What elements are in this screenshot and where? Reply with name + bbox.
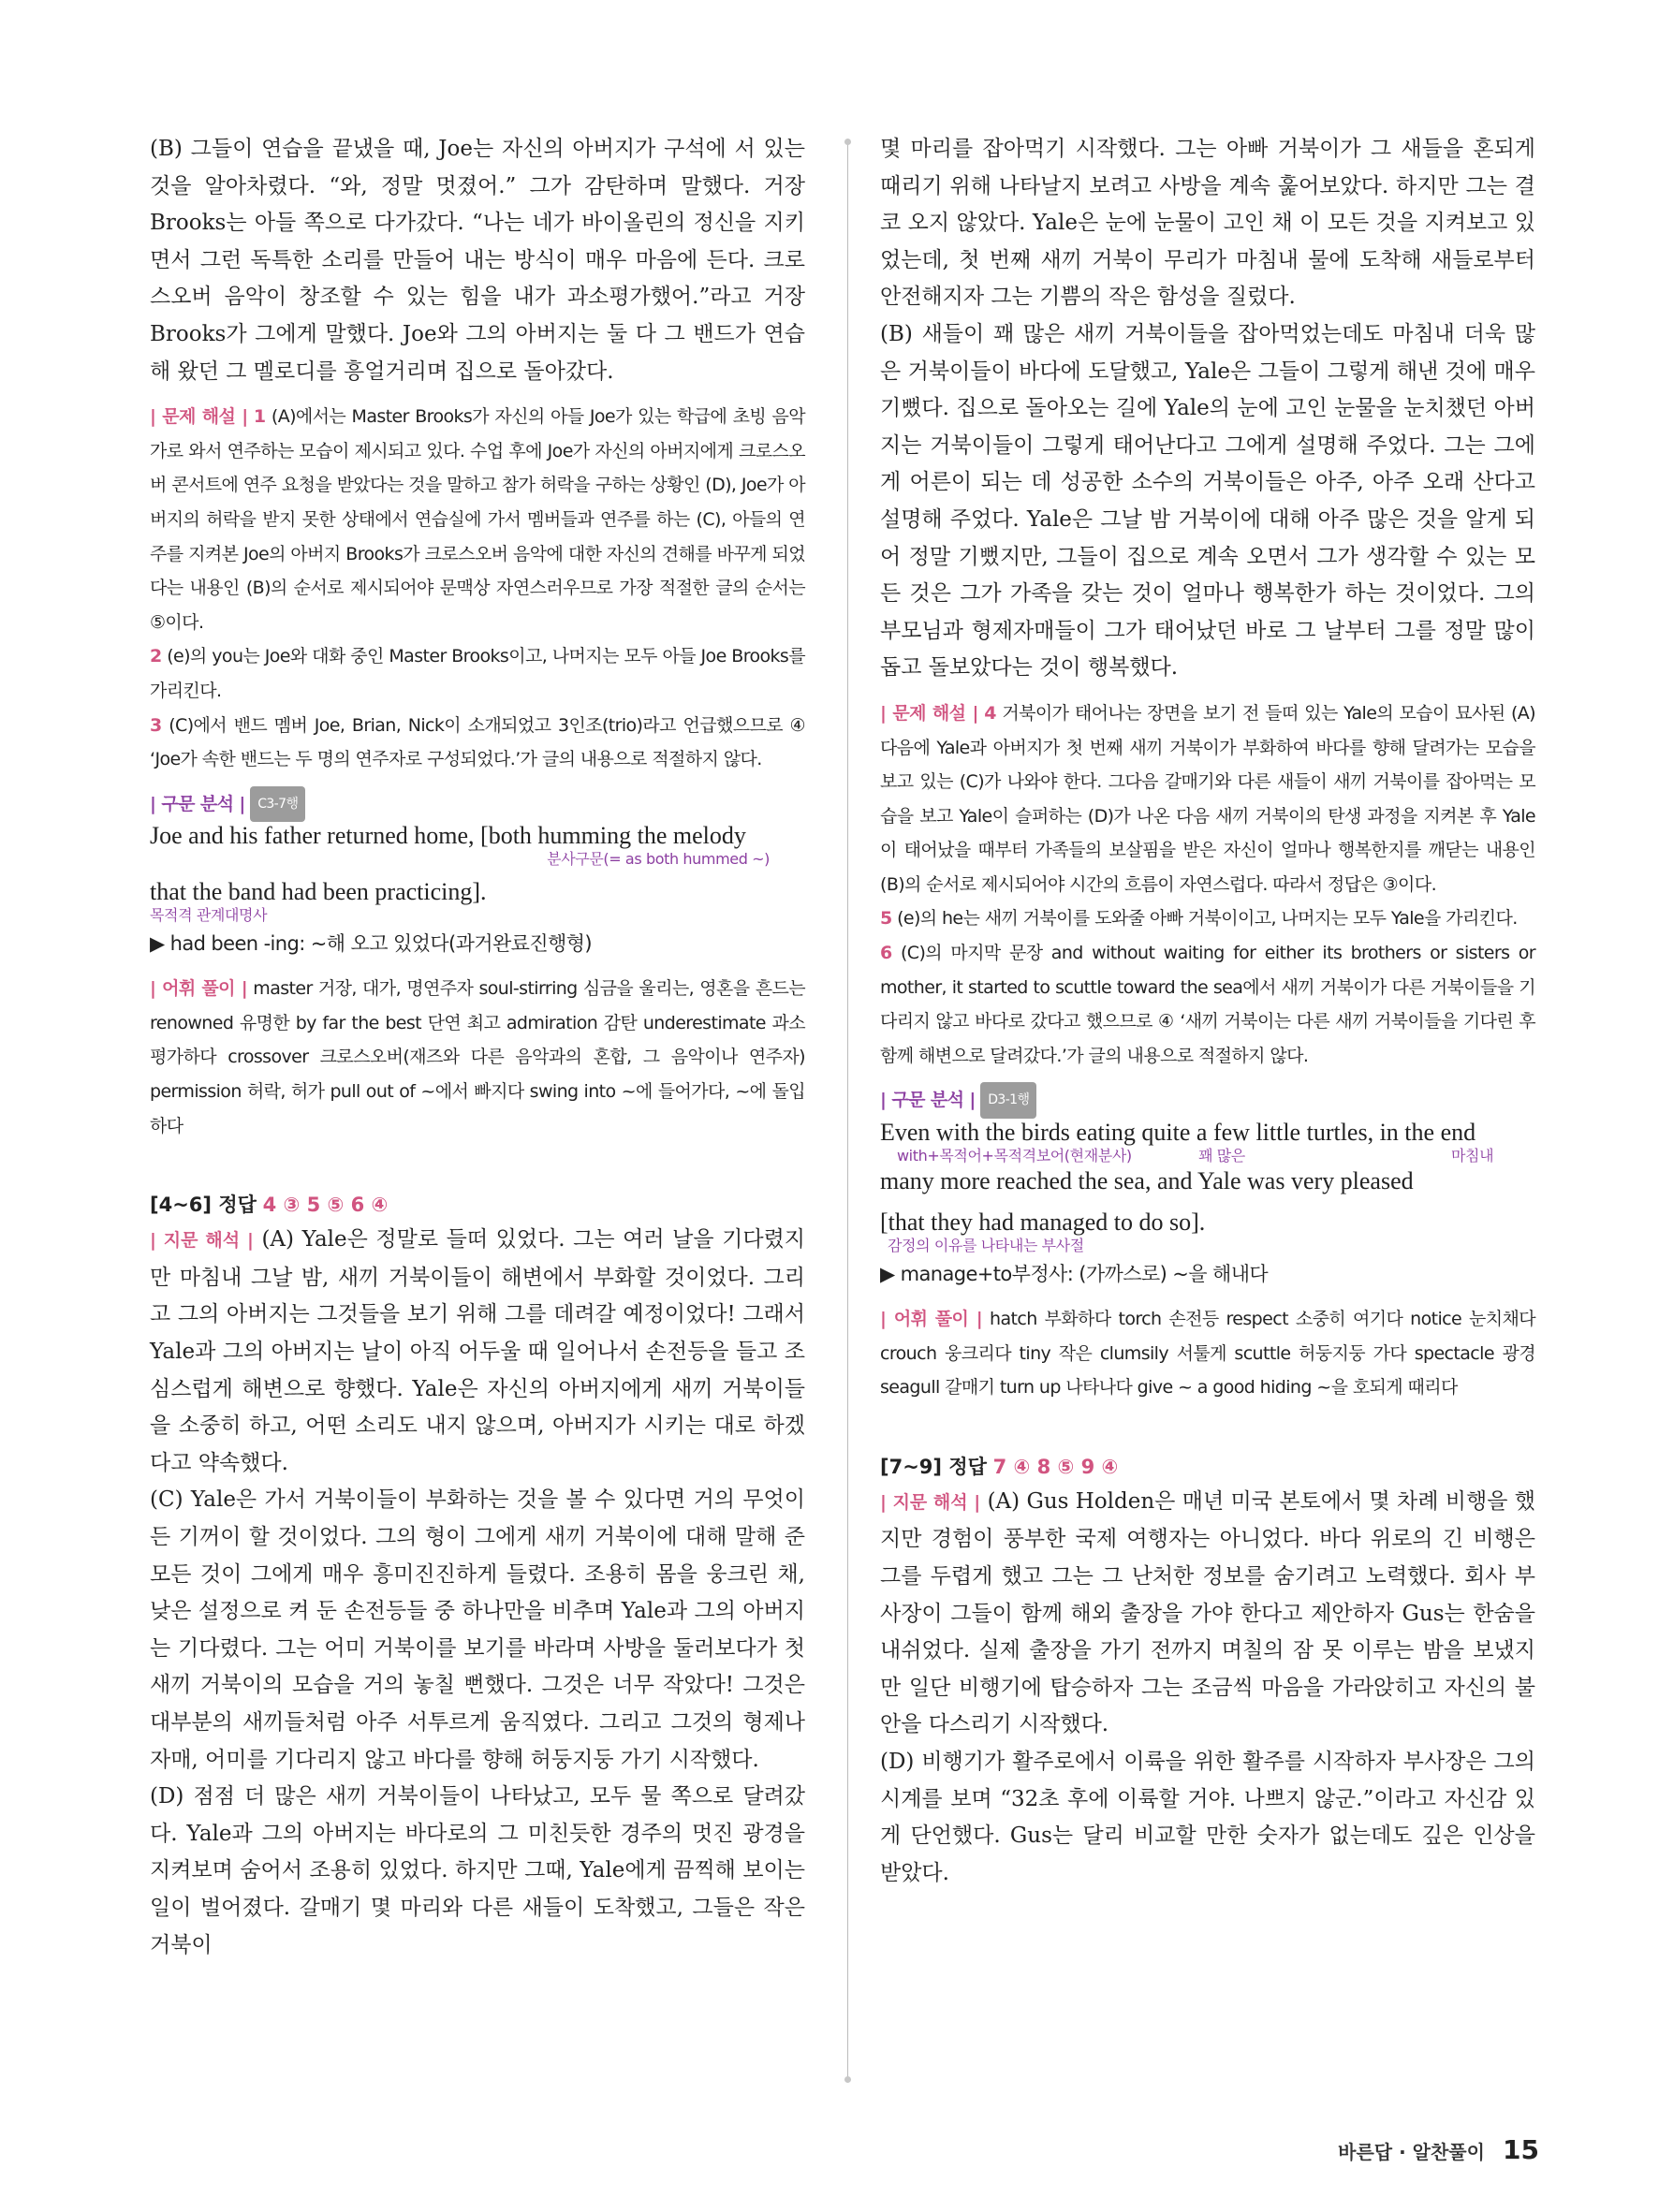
question-number: 1 xyxy=(253,406,266,428)
vocabulary-section xyxy=(880,1302,1535,1405)
line-reference-badge: C3-7행 xyxy=(250,786,305,823)
syntax-analysis-tag: | 구문 분석 | xyxy=(880,1090,976,1111)
syntax-sentence-line: Joe and his father returned home, [both humming the melody xyxy=(150,822,746,850)
section-answers: 4 ③ 5 ⑤ 6 ④ xyxy=(262,1194,389,1217)
question-6-explanation xyxy=(880,936,1535,1073)
right-column xyxy=(880,131,1535,1892)
question-number: 2 xyxy=(150,646,162,667)
section-4-6-header xyxy=(150,1188,805,1222)
question-1-explanation xyxy=(150,400,805,639)
vocabulary-tag: | 어휘 풀이 | xyxy=(150,978,248,1000)
question-4-explanation xyxy=(880,696,1535,902)
question-text: 거북이가 태어나는 장면을 보기 전 들떠 있는 Yale의 모습이 묘사된 (A) 다음에 Yale과 아버지가 첫 번째 새끼 거북이가 부화하여 바다를 향해 달려가는 모습을 보고 있는 (C)가 나와야 한다. 그다음 갈매기와 다른 새들이 새끼 거북이를 잡아먹는 모습을 보고 Yale이 슬퍼하는 (D)가 나온 다음 새끼 거북이의 탄생 과정을 지켜본 후 Yale이 태어났을 때부터 가족들의 보살핌을 받은 자신이 얼마나 행복한지를 깨닫는 내용인 (B)의 순서로 제시되어야 시간의 흐름이 자연스럽다. 따라서 정답은 ③이다. xyxy=(880,702,1535,895)
syntax-note: ▶ had been -ing: ~해 오고 있었다(과거완료진행형) xyxy=(150,932,593,956)
vocabulary-section xyxy=(150,972,805,1143)
passage-b: (B) 새들이 꽤 많은 새끼 거북이들을 잡아먹었는데도 마침내 더욱 많은 거북이들이 바다에 도달했고, Yale은 그들이 그렇게 해낸 것에 매우 기뻤다. 집으로 돌아오는 길에 Yale의 눈에 고인 눈물을 눈치챘던 아버지는 거북이들이 그렇게 태어난다고 그에게 설명해 주었다. 그는 그에게 어른이 되는 데 성공한 소수의 거북이들은 아주, 아주 오래 산다고 설명해 주었다. Yale은 그날 밤 거북이에 대해 아주 많은 것을 알게 되어 정말 기뻤지만, 그들이 집으로 계속 오면서 그가 생각할 수 있는 모든 것은 그가 가족을 갖는 것이 얼마나 행복한가 하는 것이었다. 그의 부모님과 형제자매들이 그가 태어났던 바로 그 날부터 그를 정말 많이 돕고 돌보았다는 것이 행복했다. xyxy=(880,321,1535,681)
passage-text: (A) Gus Holden은 매년 미국 본토에서 몇 차례 비행을 했지만 경험이 풍부한 국제 여행자는 아니었다. 바다 위로의 긴 비행은 그를 두렵게 했고 그는 그 난처한 정보를 숨기려고 노력했다. 회사 부사장이 그들이 함께 해외 출장을 가야 한다고 제안하자 Gus는 한숨을 내쉬었다. 실제 출장을 가기 전까지 며칠의 잠 못 이루는 밤을 보냈지만 일단 비행기에 탑승하자 그는 조금씩 마음을 가라앉히고 자신의 불안을 다스리기 시작했다. xyxy=(880,1488,1536,1737)
translation-tag: | 지문 해석 | xyxy=(150,1230,254,1252)
syntax-annotation: 목적격 관계대명사 xyxy=(150,906,268,925)
passage-c: (C) Yale은 가서 거북이들이 부화하는 것을 볼 수 있다면 거의 무엇이든 기꺼이 할 것이었다. 그의 형이 그에게 새끼 거북이에 대해 말해 준 모든 것이 그에게 매우 흥미진진하게 들렸다. 조용히 몸을 웅크린 채, 낮은 설정으로 켜 둔 손전등들 중 하나만을 비추며 Yale과 그의 아버지는 기다렸다. 그는 어미 거북이를 보기를 바라며 사방을 둘러보다가 첫 새끼 거북이의 모습을 거의 놓칠 뻔했다. 그것은 너무 작았다! 그것은 대부분의 새끼들처럼 아주 서투르게 움직였다. 그리고 그것의 형제나 자매, 어미를 기다리지 않고 바다를 향해 허둥지둥 가기 시작했다. xyxy=(150,1487,805,1772)
syntax-analysis-header xyxy=(150,786,805,823)
question-number: 6 xyxy=(880,943,892,964)
question-3-explanation xyxy=(150,709,805,777)
section-title: [4~6] 정답 xyxy=(150,1194,257,1217)
passage-d: (D) 비행기가 활주로에서 이륙을 위한 활주를 시작하자 부사장은 그의 시계를 보며 “32초 후에 이륙할 거야. 나쁘지 않군.”이라고 자신감 있게 단언했다. Gus는 달리 비교할 만한 숫자가 없는데도 깊은 인상을 받았다. xyxy=(880,1749,1535,1885)
section-answers: 7 ④ 8 ⑤ 9 ④ xyxy=(992,1455,1119,1478)
vocabulary-text: hatch 부화하다 torch 손전등 respect 소중히 여기다 notice 눈치채다 crouch 웅크리다 tiny 작은 clumsily 서툴게 scuttle 허둥지둥 가다 spectacle 광경 seagull 갈매기 turn up 나타나다 give ~ a good hiding ~을 호되게 때리다 xyxy=(880,1309,1535,1399)
passage-a xyxy=(880,1484,1535,1744)
syntax-annotation: 마침내 xyxy=(1451,1147,1494,1165)
section-title: [7~9] 정답 xyxy=(880,1455,987,1478)
section-7-9-header xyxy=(880,1450,1535,1484)
passage-d: (D) 점점 더 많은 새끼 거북이들이 나타났고, 모두 물 쪽으로 달려갔다. Yale과 그의 아버지는 바다로의 그 미친듯한 경주의 멋진 광경을 지켜보며 숨어서 조용히 있었다. 하지만 그때, Yale에게 끔찍해 보이는 일이 벌어졌다. 갈매기 몇 마리와 다른 새들이 도착했고, 그들은 작은 거북이 xyxy=(150,1784,805,1957)
syntax-sentence-line: Even with the birds eating quite a few little turtles, in the end xyxy=(880,1119,1476,1147)
passage-a xyxy=(150,1222,805,1482)
question-2-explanation xyxy=(150,639,805,708)
question-text: (A)에서는 Master Brooks가 자신의 아들 Joe가 있는 학급에 초빙 음악가로 와서 연주하는 모습이 제시되고 있다. 수업 후에 Joe가 자신의 아버지에게 크로스오버 콘서트에 연주 요청을 받았다는 것을 말하고 참가 허락을 구하는 상황인 (D), Joe가 아버지의 허락을 받지 못한 상태에서 연습실에 가서 멤버들과 연주를 하는 (C), 아들의 연주를 지켜본 Joe의 아버지 Brooks가 크로스오버 음악에 대한 자신의 견해를 바꾸게 되었다는 내용인 (B)의 순서로 제시되어야 문맥상 자연스러우므로 가장 적절한 글의 순서는 ⑤이다. xyxy=(150,406,805,633)
translation-tag: | 지문 해석 | xyxy=(880,1491,981,1513)
column-divider xyxy=(847,140,848,2078)
question-number: 3 xyxy=(150,714,162,736)
line-reference-badge: D3-1행 xyxy=(980,1082,1036,1119)
syntax-sentence-line: [that they had managed to do so]. xyxy=(880,1209,1206,1237)
question-text: (C)의 마지막 문장 and without waiting for either its brothers or sisters or mother, it started to scuttle toward the sea에서 새끼 거북이가 다른 거북이들을 기다리지 않고 바다로 갔다고 했으므로 ④ ‘새끼 거북이는 다른 새끼 거북이들을 기다린 후 함께 해변으로 달려갔다.’가 글의 내용으로 적절하지 않다. xyxy=(880,943,1535,1066)
question-number: 5 xyxy=(880,908,892,930)
passage-d-continued: 몇 마리를 잡아먹기 시작했다. 그는 아빠 거북이가 그 새들을 혼되게 때리기 위해 나타날지 보려고 사방을 계속 훑어보았다. 하지만 그는 결코 오지 않았다. Yale은 눈에 눈물이 고인 채 이 모든 것을 지켜보고 있었는데, 첫 번째 새끼 거북이 무리가 마침내 물에 도착해 새들로부터 안전해지자 그는 기쁨의 작은 함성을 질렀다. xyxy=(880,137,1535,310)
syntax-sentence-line: that the band had been practicing]. xyxy=(150,878,487,906)
left-column xyxy=(150,131,805,1964)
question-number: 4 xyxy=(984,702,996,724)
syntax-annotation: with+목적어+목적격보어(현재분사) xyxy=(897,1147,1132,1165)
syntax-note: ▶ manage+to부정사: (가까스로) ~을 해내다 xyxy=(880,1263,1269,1286)
syntax-sentence-line: many more reached the sea, and Yale was very pleased xyxy=(880,1167,1414,1195)
divider-dot-bottom xyxy=(844,2076,851,2083)
vocabulary-tag: | 어휘 풀이 | xyxy=(880,1309,983,1330)
problem-explanation-tag: | 문제 해설 | xyxy=(150,406,248,428)
divider-dot-top xyxy=(844,139,851,145)
syntax-analysis-tag: | 구문 분석 | xyxy=(150,793,245,814)
page-footer xyxy=(1338,2134,1539,2165)
syntax-annotation: 분사구문(= as both hummed ~) xyxy=(547,850,770,869)
vocabulary-text: master 거장, 대가, 명연주자 soul-stirring 심금을 울리는, 영혼을 흔드는 renowned 유명한 by far the best 단연 최고 admiration 감탄 underestimate 과소평가하다 crossover 크로스오버(재즈와 다른 음악과의 혼합, 그 음악이나 연주자) permission 허락, 허가 pull out of ~에서 빠지다 swing into ~에 들어가다, ~에 돌입하다 xyxy=(150,978,805,1136)
page-number: 15 xyxy=(1503,2134,1539,2165)
syntax-annotation: 꽤 많은 xyxy=(1198,1147,1245,1165)
question-text: (e)의 you는 Joe와 대화 중인 Master Brooks이고, 나머지는 모두 아들 Joe Brooks를 가리킨다. xyxy=(150,646,805,701)
passage-b: (B) 그들이 연습을 끝냈을 때, Joe는 자신의 아버지가 구석에 서 있는 것을 알아차렸다. “와, 정말 멋졌어.” 그가 감탄하며 말했다. 거장 Brooks는 아들 쪽으로 다가갔다. “나는 네가 바이올린의 정신을 지키면서 그런 독특한 소리를 만들어 내는 방식이 매우 마음에 든다. 크로스오버 음악이 창조할 수 있는 힘을 내가 과소평가했어.”라고 거장 Brooks가 그에게 말했다. Joe와 그의 아버지는 둘 다 그 밴드가 연습해 왔던 그 멜로디를 흥얼거리며 집으로 돌아갔다. xyxy=(150,137,805,384)
problem-explanation-tag: | 문제 해설 | xyxy=(880,702,978,724)
question-text: (C)에서 밴드 멤버 Joe, Brian, Nick이 소개되었고 3인조(trio)라고 언급했으므로 ④ ‘Joe가 속한 밴드는 두 명의 연주자로 구성되었다.’가 글의 내용으로 적절하지 않다. xyxy=(150,714,805,770)
syntax-annotation: 감정의 이유를 나타내는 부사절 xyxy=(888,1237,1084,1255)
question-5-explanation xyxy=(880,901,1535,936)
syntax-analysis-header xyxy=(880,1082,1535,1119)
passage-text: (A) Yale은 정말로 들떠 있었다. 그는 여러 날을 기다렸지만 마침내 그날 밤, 새끼 거북이들이 해변에서 부화할 것이었다. 그리고 그의 아버지는 그것들을 보기 위해 그를 데려갈 예정이었다! 그래서 Yale과 그의 아버지는 날이 아직 어두울 때 일어나서 손전등을 들고 조심스럽게 해변으로 향했다. Yale은 자신의 아버지에게 새끼 거북이들을 소중히 하고, 어떤 소리도 내지 않으며, 아버지가 시키는 대로 하겠다고 약속했다. xyxy=(150,1227,806,1475)
footer-label: 바른답 · 알찬풀이 xyxy=(1338,2141,1485,2163)
question-text: (e)의 he는 새끼 거북이를 도와줄 아빠 거북이이고, 나머지는 모두 Yale을 가리킨다. xyxy=(897,908,1518,930)
